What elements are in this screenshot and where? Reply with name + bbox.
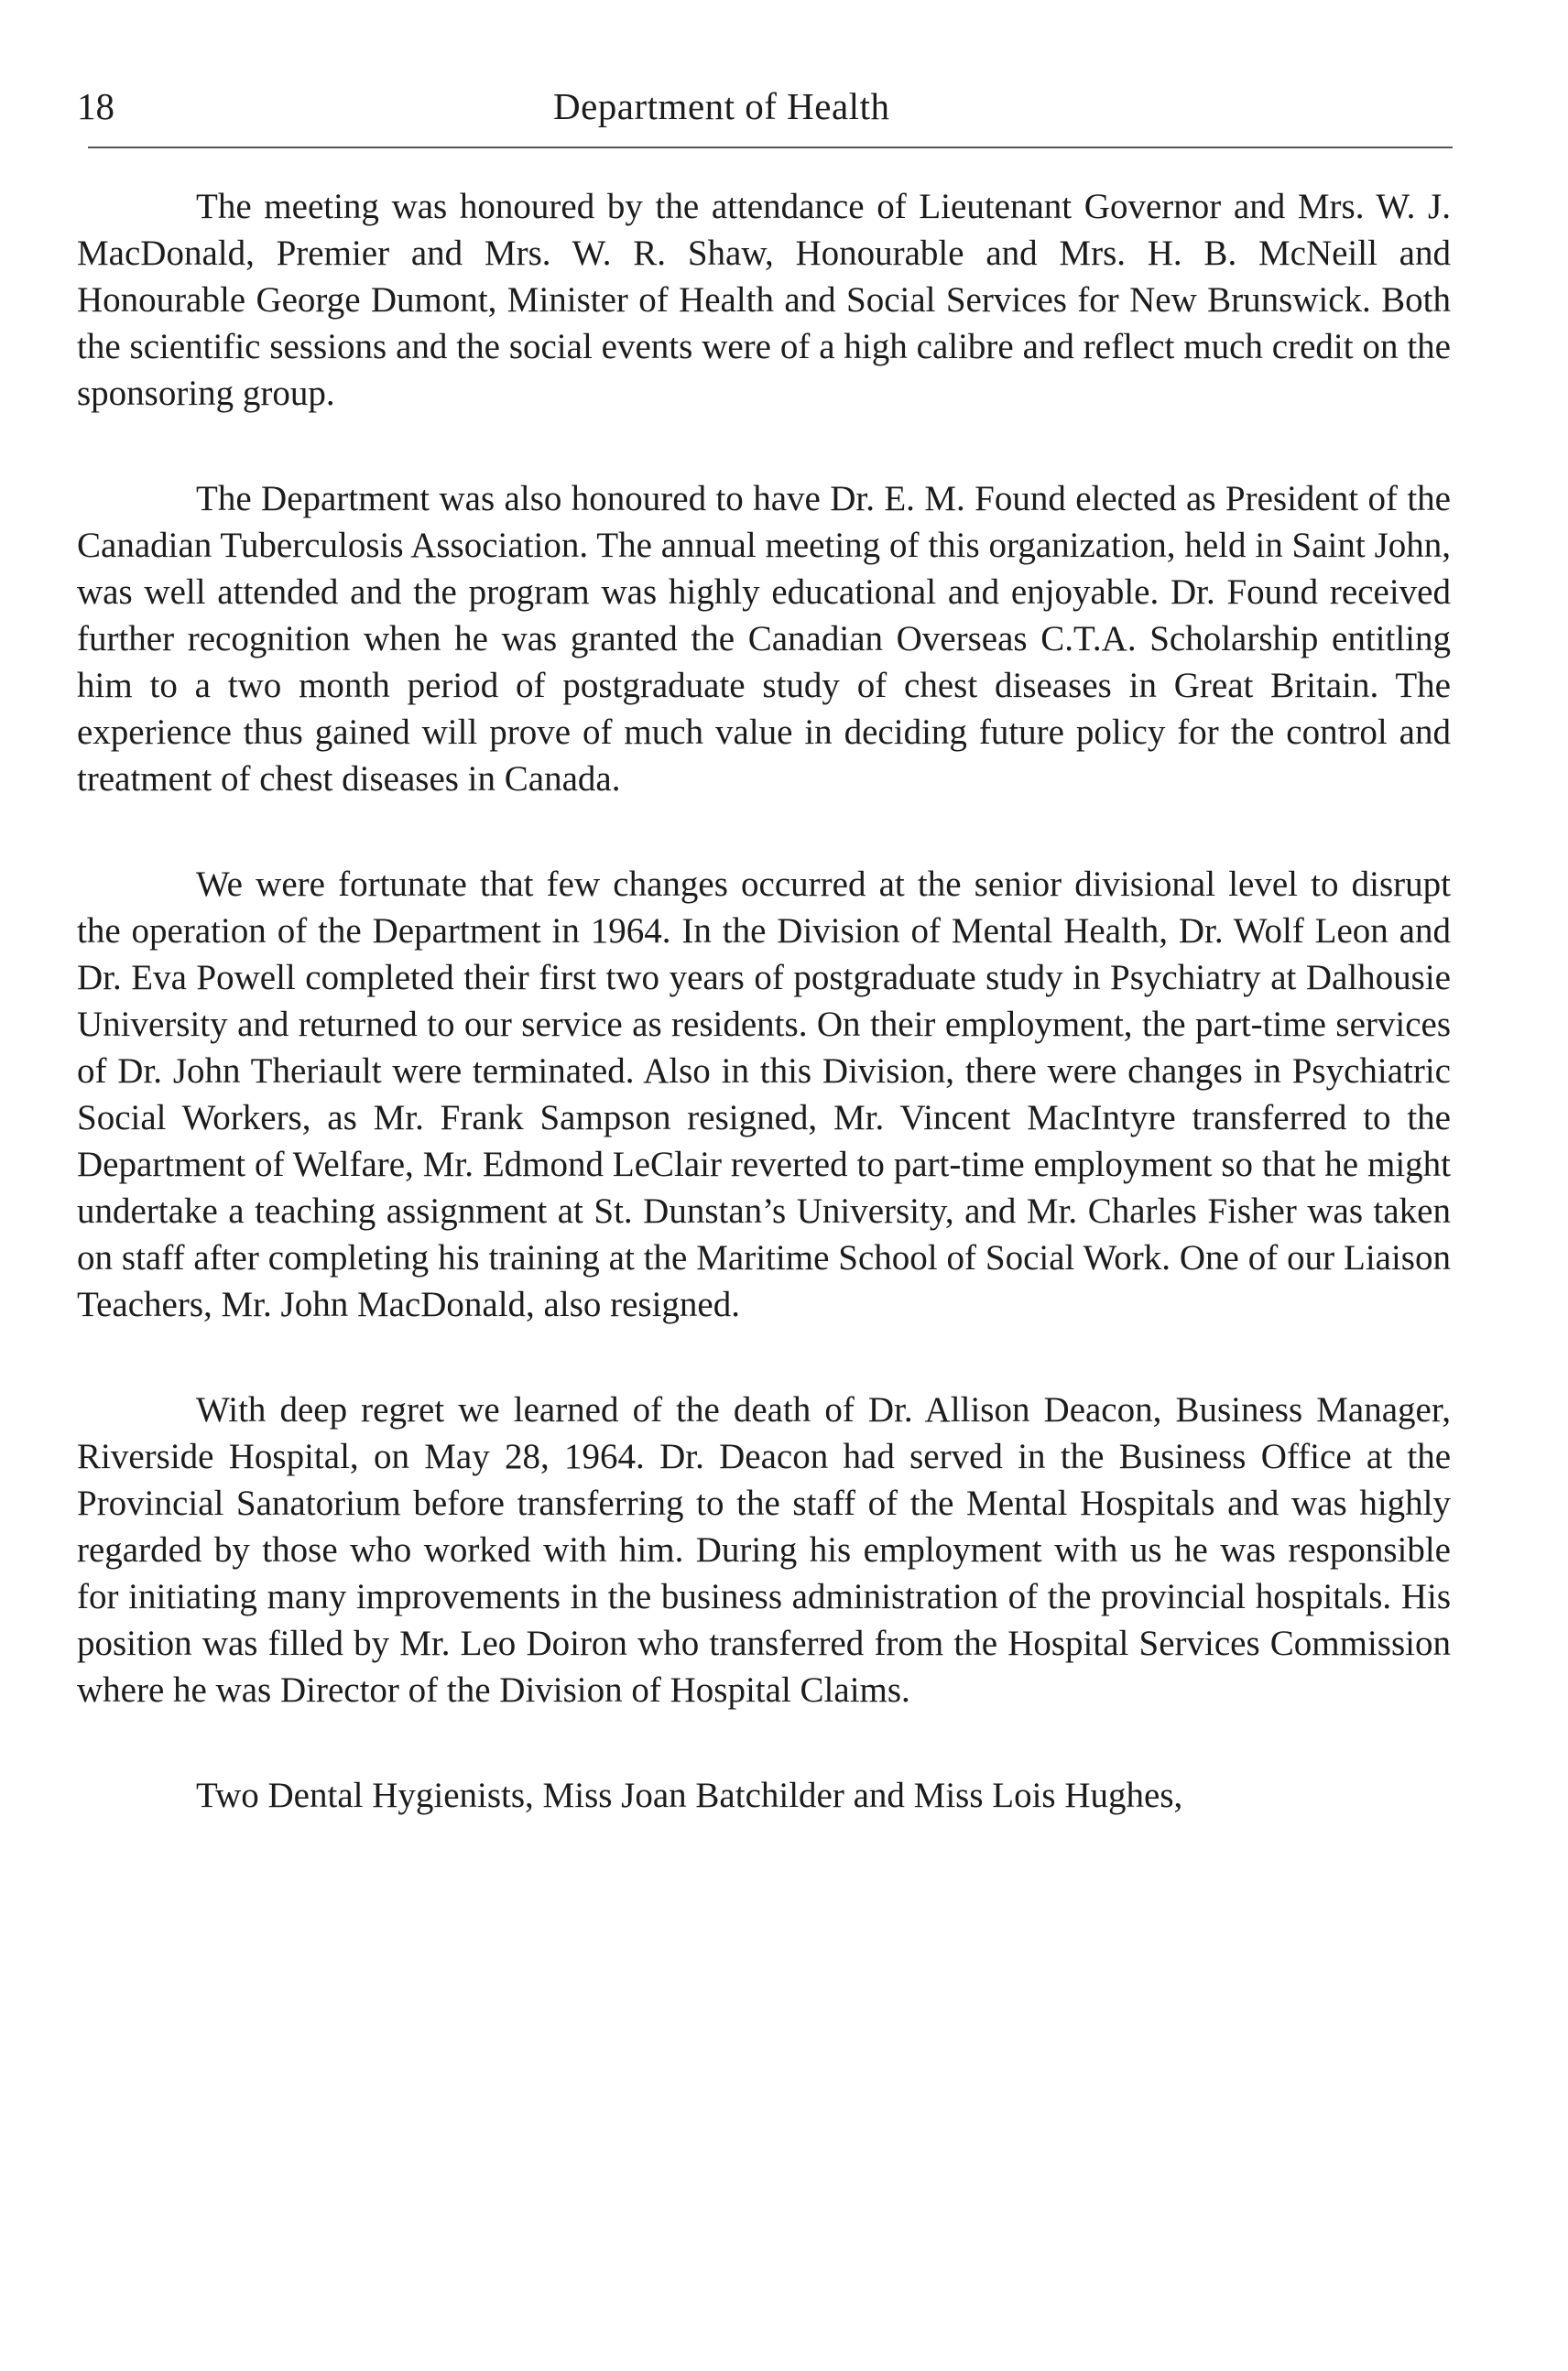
paragraph-dental-hygienists: Two Dental Hygienists, Miss Joan Batchilder and Miss Lois Hughes, — [196, 1776, 1183, 1815]
paragraph-death-of-dr-deacon: With deep regret we learned of the death of Dr. Allison Deacon, Business Manager, Riverside Hospital, on May 28, 1964. Dr. Deacon had served in the Business Office at the Provincial Sanatorium before transferring to the staff of the Mental Hospitals and was highly regarded by those who worked with him. During his employment with us he was responsible for initiating many improvements in the business administration of the provincial hospitals. His position was filled by Mr. Leo Doiron who transferred from the Hospital Services Commission where he was Director of the Division of Hospital Claims. — [77, 1390, 1451, 1710]
page-number: 18 — [77, 85, 114, 127]
paragraph-divisional-changes: We were fortunate that few changes occurred at the senior divisional level to disrupt the operation of the Department in 1964. In the Division of Mental Health, Dr. Wolf Leon and Dr. Eva Powell completed their first two years of postgraduate study in Psychiatry at Dalhousie University and returned to our service as residents. On their employment, the part-time services of Dr. John Theriault were terminated. Also in this Division, there were changes in Psychiatric Social Workers, as Mr. Frank Sampson resigned, Mr. Vincent MacIntyre transferred to the Department of Welfare, Mr. Edmond LeClair reverted to part-time employment so that he might undertake a teaching assignment at St. Dunstan’s University, and Mr. Charles Fisher was taken on staff after completing his training at the Maritime School of Social Work. One of our Liaison Teachers, Mr. John MacDonald, also resigned. — [77, 865, 1451, 1324]
header-rule — [88, 147, 1453, 148]
running-header — [77, 81, 1451, 132]
paragraph-meeting-attendance: The meeting was honoured by the attendance of Lieutenant Governor and Mrs. W. J. MacDonald, Premier and Mrs. W. R. Shaw, Honourable and Mrs. H. B. McNeill and Honourable George Dumont, Minister of Health and Social Services for New Brunswick. Both the scientific sessions and the social events were of a high calibre and reflect much credit on the sponsoring group. — [77, 187, 1451, 413]
paragraph-tuberculosis-association: The Department was also honoured to have Dr. E. M. Found elected as President of the Canadian Tuberculosis Association. The annual meeting of this organization, held in Saint John, was well attended and the program was highly educational and enjoyable. Dr. Found received further recognition when he was granted the Canadian Overseas C.T.A. Scholarship entitling him to a two month period of postgraduate study of chest diseases in Great Britain. The experience thus gained will prove of much value in deciding future policy for the control and treatment of chest diseases in Canada. — [77, 479, 1451, 799]
body-text — [77, 183, 1451, 1819]
running-title: Department of Health — [553, 85, 890, 127]
